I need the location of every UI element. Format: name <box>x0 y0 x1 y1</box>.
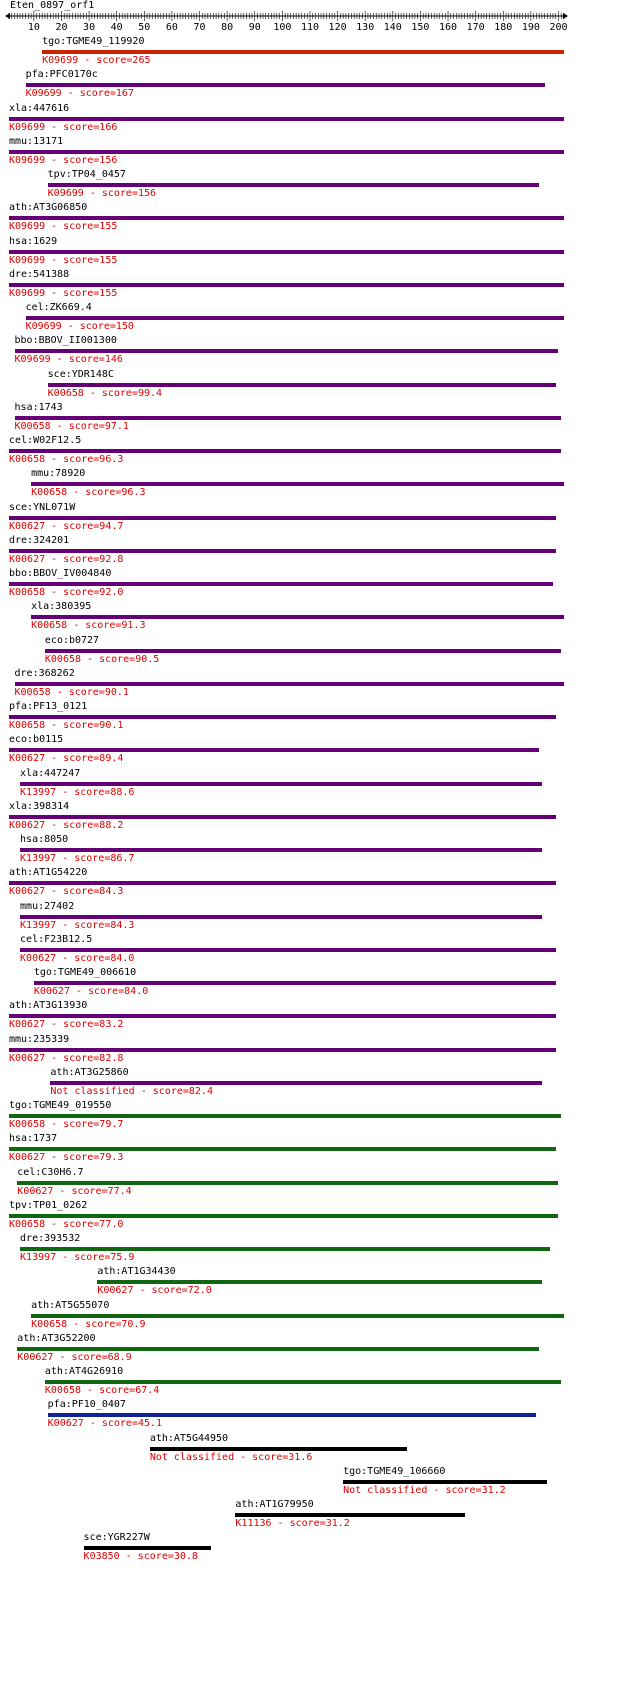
hit-score: K00627 - score=92.8 <box>9 553 124 565</box>
hit-row[interactable] <box>0 302 620 338</box>
hit-row[interactable] <box>0 1466 620 1502</box>
hit-row[interactable] <box>0 1000 620 1036</box>
hit-name[interactable]: xla:380395 <box>31 601 92 613</box>
alignment-bar[interactable] <box>9 881 556 885</box>
hit-row[interactable] <box>0 1532 620 1568</box>
hit-row[interactable] <box>0 236 620 272</box>
hit-row[interactable] <box>0 834 620 870</box>
alignment-bar[interactable] <box>42 50 564 54</box>
ruler-tick-label: 70 <box>193 22 206 33</box>
hit-score: K00658 - score=90.5 <box>44 653 160 665</box>
hit-name[interactable]: hsa:1737 <box>9 1133 58 1145</box>
hit-name[interactable]: dre:368262 <box>14 667 75 679</box>
alignment-bar[interactable] <box>9 815 556 819</box>
alignment-bar[interactable] <box>9 117 564 121</box>
hit-name[interactable]: hsa:8050 <box>20 834 69 845</box>
hit-row[interactable] <box>0 734 620 770</box>
hit-name[interactable]: ath:AT1G34430 <box>97 1266 176 1278</box>
hit-name[interactable]: cel:ZK669.4 <box>25 302 92 313</box>
ruler-tick-label: 40 <box>110 22 123 33</box>
ruler-tick-label: 50 <box>138 22 151 33</box>
ruler-tick-label: 150 <box>411 22 430 33</box>
alignment-bar[interactable] <box>48 383 556 387</box>
hit-name[interactable]: dre:393532 <box>20 1233 81 1244</box>
alignment-bar[interactable] <box>20 1247 550 1251</box>
hit-row[interactable] <box>0 635 620 671</box>
hit-name[interactable]: ath:AT3G52200 <box>17 1332 96 1344</box>
hit-row[interactable] <box>0 468 620 504</box>
hit-score: K00627 - score=68.9 <box>17 1351 132 1363</box>
hit-row[interactable] <box>0 435 620 471</box>
hit-name[interactable]: sce:YGR227W <box>83 1532 150 1544</box>
hit-name[interactable]: cel:F23B12.5 <box>20 933 93 945</box>
hit-row[interactable] <box>0 1100 620 1136</box>
ruler-tick-label: 180 <box>494 22 513 33</box>
hit-score: K11136 - score=31.2 <box>235 1518 350 1529</box>
hit-row[interactable] <box>0 1167 620 1203</box>
hit-score: K00658 - score=77.0 <box>9 1218 124 1230</box>
alignment-bar[interactable] <box>45 1380 561 1384</box>
hit-score: K13997 - score=86.7 <box>20 853 135 864</box>
alignment-bar[interactable] <box>343 1480 547 1484</box>
hit-score: K09699 - score=156 <box>9 154 118 166</box>
hit-name[interactable]: bbo:BBOV_II001300 <box>14 335 117 347</box>
hit-name[interactable]: eco:b0115 <box>9 734 64 746</box>
hit-row[interactable] <box>0 369 620 405</box>
hit-row[interactable] <box>0 103 620 139</box>
alignment-bar[interactable] <box>15 416 562 420</box>
ruler-tick-label: 60 <box>165 22 178 33</box>
hit-name[interactable]: eco:b0727 <box>44 634 100 646</box>
hit-row[interactable] <box>0 1133 620 1169</box>
hit-row[interactable] <box>0 867 620 903</box>
hit-name[interactable]: pfa:PF13_0121 <box>9 701 88 712</box>
alignment-bar[interactable] <box>235 1513 464 1517</box>
hit-score: K13997 - score=84.3 <box>20 919 135 931</box>
alignment-bar[interactable] <box>9 449 561 453</box>
hit-score: K00627 - score=83.2 <box>9 1019 124 1031</box>
hit-name[interactable]: mmu:235339 <box>9 1033 70 1045</box>
hit-row[interactable] <box>0 1266 620 1302</box>
ruler-tick-label: 170 <box>466 22 485 33</box>
hit-score: K00627 - score=89.4 <box>9 753 124 765</box>
sequence-ruler <box>0 0 620 36</box>
hit-name[interactable]: mmu:27402 <box>20 900 75 912</box>
hit-score: K00627 - score=82.8 <box>9 1052 124 1064</box>
alignment-bar[interactable] <box>20 782 542 786</box>
hit-name[interactable]: mmu:78920 <box>31 468 86 480</box>
ruler-tick-label: 20 <box>55 22 68 33</box>
hit-score: K09699 - score=155 <box>9 287 118 299</box>
hit-row[interactable] <box>0 934 620 970</box>
alignment-bar[interactable] <box>9 1147 556 1151</box>
hit-row[interactable] <box>0 1300 620 1336</box>
hit-score: K00658 - score=90.1 <box>9 720 124 731</box>
ruler-tick-label: 160 <box>438 22 458 33</box>
hit-score: K00627 - score=45.1 <box>47 1418 163 1430</box>
hit-score: K00658 - score=97.1 <box>14 420 129 432</box>
hit-name[interactable]: tgo:TGME49_006610 <box>33 967 137 978</box>
hit-row[interactable] <box>0 601 620 637</box>
hit-name[interactable]: pfa:PF10_0407 <box>47 1399 126 1411</box>
hit-row[interactable] <box>0 1399 620 1435</box>
alignment-bar[interactable] <box>17 1181 558 1185</box>
hit-score: Not classified - score=31.2 <box>343 1484 506 1496</box>
alignment-bar[interactable] <box>20 915 542 919</box>
hit-row[interactable] <box>0 967 620 1003</box>
hit-score: K13997 - score=88.6 <box>20 786 135 798</box>
hit-score: K00627 - score=84.3 <box>9 886 124 898</box>
alignment-bar[interactable] <box>9 715 556 719</box>
alignment-bar[interactable] <box>31 1314 564 1318</box>
hit-row[interactable] <box>0 901 620 937</box>
hit-name[interactable]: ath:AT4G26910 <box>44 1366 124 1377</box>
hit-row[interactable] <box>0 668 620 704</box>
alignment-bar[interactable] <box>150 1447 407 1451</box>
ruler-tick-label: 130 <box>356 22 375 33</box>
hit-name[interactable]: ath:AT5G55070 <box>31 1299 110 1311</box>
ruler-tick-label: 80 <box>221 22 234 33</box>
hit-row[interactable] <box>0 1333 620 1369</box>
hit-name[interactable]: bbo:BBOV_IV004840 <box>9 568 112 579</box>
hit-name[interactable]: hsa:1743 <box>14 401 63 413</box>
hit-row[interactable] <box>0 136 620 172</box>
hit-row[interactable] <box>0 269 620 305</box>
hit-name[interactable]: tpv:TP04_0457 <box>47 169 126 180</box>
hit-score: K00627 - score=77.4 <box>17 1185 132 1197</box>
alignment-bar[interactable] <box>9 216 564 220</box>
ruler-tick-label: 120 <box>328 22 347 33</box>
hit-score: K00658 - score=79.7 <box>9 1119 124 1130</box>
alignment-bar[interactable] <box>9 748 539 752</box>
alignment-bar[interactable] <box>9 1048 556 1052</box>
hit-score: K00627 - score=79.3 <box>9 1152 124 1164</box>
hit-score: K00627 - score=88.2 <box>9 819 124 831</box>
hit-score: K00658 - score=91.3 <box>31 620 146 632</box>
hit-row[interactable] <box>0 768 620 804</box>
hit-name[interactable]: pfa:PFC0170c <box>25 69 98 81</box>
hit-score: K00627 - score=72.0 <box>97 1285 212 1297</box>
hit-name[interactable]: ath:AT3G25860 <box>50 1066 129 1078</box>
ruler-left-arrow <box>5 13 10 19</box>
hit-score: K09699 - score=155 <box>9 221 118 233</box>
alignment-bar[interactable] <box>9 549 556 553</box>
hit-row[interactable] <box>0 502 620 538</box>
hit-row[interactable] <box>0 1433 620 1469</box>
hit-score: K00658 - score=90.1 <box>14 686 129 698</box>
hit-name[interactable]: ath:AT3G13930 <box>9 1000 88 1012</box>
hit-score: K00627 - score=84.0 <box>20 952 135 964</box>
hit-name[interactable]: tgo:TGME49_119920 <box>42 36 145 47</box>
hit-row[interactable] <box>0 1200 620 1236</box>
alignment-bar[interactable] <box>9 250 564 254</box>
ruler-tick-label: 10 <box>27 22 40 33</box>
alignment-bar[interactable] <box>45 649 561 653</box>
alignment-bar[interactable] <box>97 1280 542 1284</box>
hit-name[interactable]: cel:W02F12.5 <box>9 435 82 446</box>
hit-name[interactable]: xla:398314 <box>9 800 70 812</box>
ruler-tick-label: 200 <box>549 22 568 33</box>
hit-score: K09699 - score=155 <box>9 254 118 266</box>
hit-score: K00627 - score=84.0 <box>33 986 149 997</box>
hit-name[interactable]: ath:AT1G54220 <box>9 867 88 879</box>
hit-name[interactable]: sce:YNL071W <box>9 501 76 513</box>
alignment-bar[interactable] <box>9 1214 558 1218</box>
hit-name[interactable]: dre:541388 <box>9 268 70 280</box>
ruler-tick-label: 110 <box>300 22 320 33</box>
hit-score: K00658 - score=96.3 <box>31 487 146 499</box>
alignment-bar[interactable] <box>9 516 556 520</box>
hit-score: K09699 - score=167 <box>25 88 134 100</box>
alignment-bar[interactable] <box>34 981 556 985</box>
hit-name[interactable]: dre:324201 <box>9 534 70 546</box>
hit-row[interactable] <box>0 36 620 72</box>
ruler-tick-label: 90 <box>248 22 261 33</box>
hit-name[interactable]: ath:AT3G06850 <box>9 202 88 214</box>
ruler-tick-label: 190 <box>521 22 540 33</box>
hit-row[interactable] <box>0 801 620 837</box>
alignment-bar[interactable] <box>26 83 545 87</box>
hit-row[interactable] <box>0 402 620 438</box>
hit-name[interactable]: ath:AT1G79950 <box>235 1499 314 1510</box>
hit-name[interactable]: cel:C30H6.7 <box>17 1166 84 1178</box>
alignment-bar[interactable] <box>9 1014 556 1018</box>
hit-name[interactable]: tgo:TGME49_019550 <box>9 1100 112 1111</box>
alignment-bar[interactable] <box>50 1081 541 1085</box>
hit-name[interactable]: ath:AT5G44950 <box>149 1432 229 1444</box>
hit-row[interactable] <box>0 69 620 105</box>
alignment-bar[interactable] <box>20 848 542 852</box>
hit-score: K00658 - score=70.9 <box>31 1318 146 1330</box>
query-title: Eten_0897_orf1 <box>10 0 95 11</box>
alignment-bar[interactable] <box>20 948 556 952</box>
ruler-tick-label: 30 <box>83 22 96 33</box>
hit-row[interactable] <box>0 568 620 604</box>
hit-name[interactable]: tpv:TP01_0262 <box>9 1199 88 1211</box>
hit-score: K00658 - score=92.0 <box>9 587 124 598</box>
hit-score: K09699 - score=156 <box>47 188 157 199</box>
hit-score: Not classified - score=82.4 <box>50 1085 213 1097</box>
hit-score: K00658 - score=67.4 <box>44 1385 160 1396</box>
alignment-bar[interactable] <box>9 150 564 154</box>
hit-row[interactable] <box>0 1067 620 1103</box>
hit-name[interactable]: sce:YDR148C <box>47 368 114 380</box>
hit-name[interactable]: xla:447247 <box>20 767 81 779</box>
hit-score: K03850 - score=30.8 <box>83 1551 198 1563</box>
hit-row[interactable] <box>0 202 620 238</box>
hit-name[interactable]: mmu:13171 <box>9 135 64 147</box>
ruler-tick-label: 140 <box>383 22 402 33</box>
hit-row[interactable] <box>0 1499 620 1535</box>
alignment-bar[interactable] <box>48 183 539 187</box>
hit-score: K00658 - score=99.4 <box>47 387 163 399</box>
alignment-bar[interactable] <box>26 316 564 320</box>
hit-name[interactable]: hsa:1629 <box>9 235 58 247</box>
alignment-bar[interactable] <box>9 1114 561 1118</box>
hit-row[interactable] <box>0 701 620 737</box>
ruler-right-arrow <box>563 13 568 19</box>
hit-row[interactable] <box>0 535 620 571</box>
hit-score: K13997 - score=75.9 <box>20 1252 135 1263</box>
alignment-bar[interactable] <box>48 1413 537 1417</box>
alignment-bar[interactable] <box>31 615 564 619</box>
hit-score: K09699 - score=146 <box>14 354 123 366</box>
hit-score: Not classified - score=31.6 <box>149 1451 313 1463</box>
alignment-bar[interactable] <box>15 682 564 686</box>
hit-name[interactable]: tgo:TGME49_106660 <box>343 1465 446 1477</box>
alignment-bar[interactable] <box>31 482 564 486</box>
alignment-bar[interactable] <box>9 582 553 586</box>
hit-row[interactable] <box>0 169 620 205</box>
alignment-bar[interactable] <box>9 283 564 287</box>
hit-name[interactable]: xla:447616 <box>9 102 70 114</box>
hit-score: K00658 - score=96.3 <box>9 454 124 465</box>
alignment-bar[interactable] <box>15 349 559 353</box>
hit-row[interactable] <box>0 335 620 371</box>
hit-row[interactable] <box>0 1366 620 1402</box>
alignment-bar[interactable] <box>84 1546 211 1550</box>
hit-score: K09699 - score=265 <box>42 55 151 66</box>
ruler-tick-label: 100 <box>273 22 292 33</box>
hit-score: K09699 - score=166 <box>9 121 118 133</box>
hit-row[interactable] <box>0 1233 620 1269</box>
hit-row[interactable] <box>0 1034 620 1070</box>
hit-score: K09699 - score=150 <box>25 321 134 332</box>
hit-score: K00627 - score=94.7 <box>9 520 124 532</box>
alignment-bar[interactable] <box>17 1347 539 1351</box>
